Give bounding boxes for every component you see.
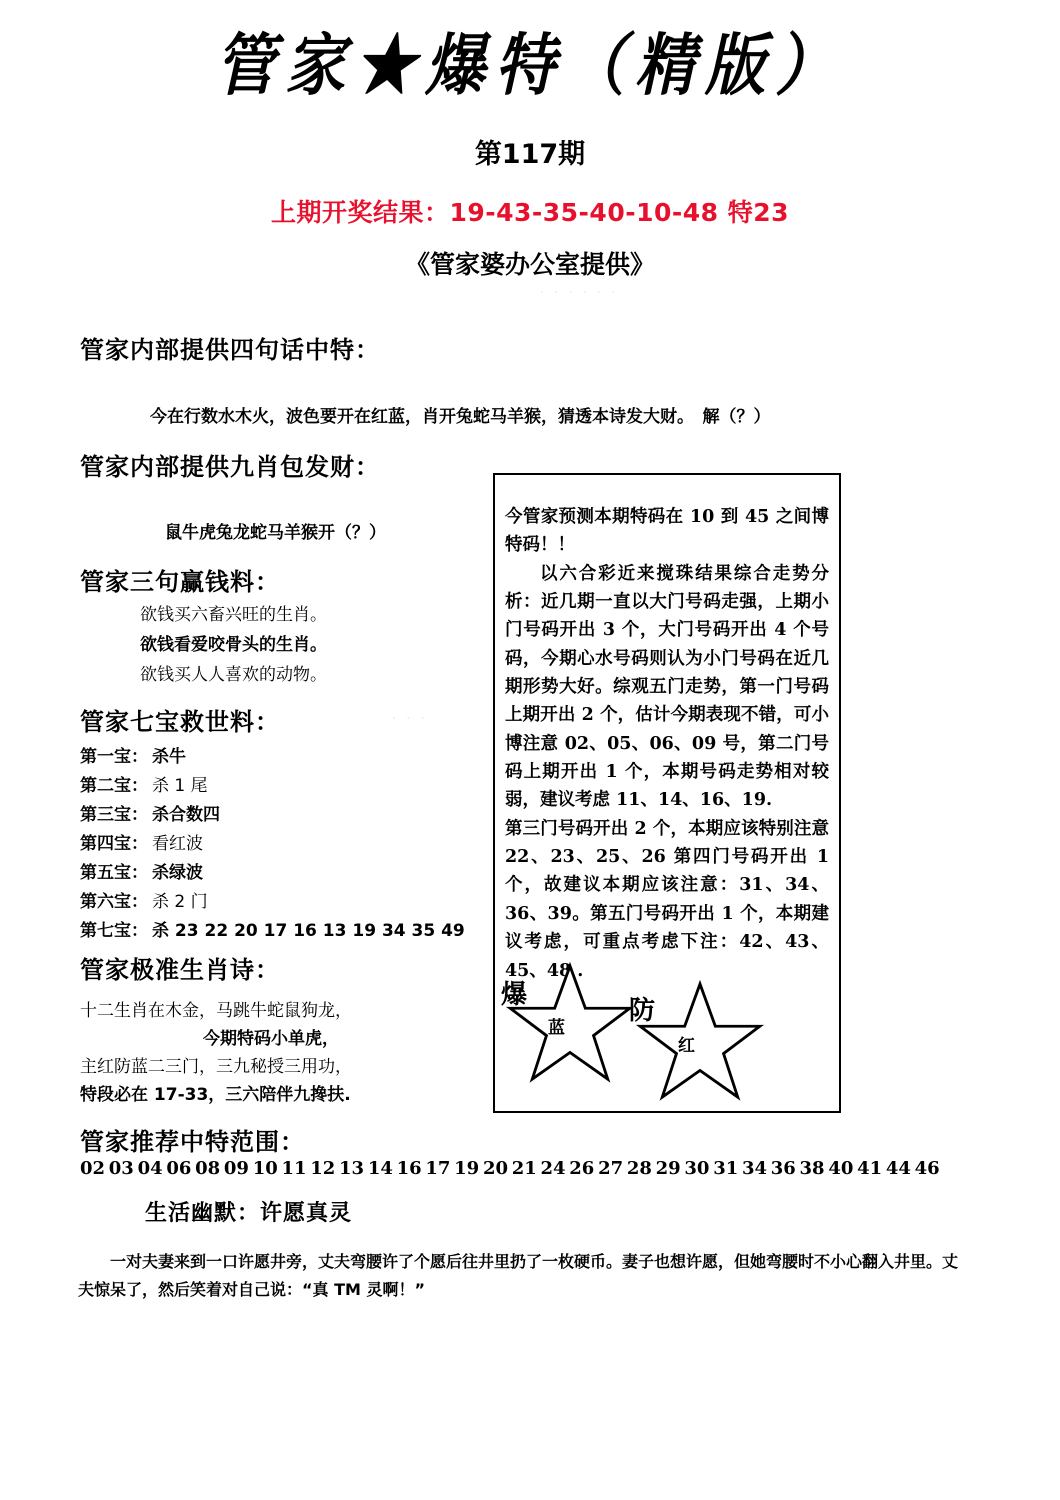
analysis-paragraph-2: 以六合彩近来搅珠结果综合走势分析：近几期一直以大门号码走强，上期小门号码开出 3 个，大门号码开出 4 个号码，今期心水号码则认为小门号码在近几期形势大好。综观五门走势，第一门号码上期开出 2 个，估计今期表现不错，可小博注意 02、05、06、09 号，第二门号码上期开出 1 个，本期号码走势相对较弱，建议考虑 11、14、16、19. xyxy=(505,563,829,811)
treasure-item-5 xyxy=(80,858,203,883)
three-sentences-line-2: 欲钱看爱咬骨头的生肖。 xyxy=(140,635,327,655)
scan-artifact: · · · · · · xyxy=(540,286,619,301)
star-group-red xyxy=(629,980,765,1109)
recommended-number: 19 xyxy=(454,1158,480,1179)
star-inside-label: 蓝 xyxy=(548,1018,565,1038)
recommended-numbers-row xyxy=(80,1158,940,1179)
star-outside-label: 防 xyxy=(629,996,656,1026)
section-heading-recommend-range: 管家推荐中特范围： xyxy=(80,1127,305,1156)
treasure-value: 杀 2 门 xyxy=(152,892,208,912)
treasure-item-7 xyxy=(80,916,465,941)
recommended-number: 11 xyxy=(281,1158,307,1179)
recommended-number: 41 xyxy=(857,1158,883,1179)
treasure-label: 第二宝： xyxy=(80,776,148,796)
recommended-number: 14 xyxy=(367,1158,393,1179)
star-outside-label: 爆 xyxy=(501,980,528,1010)
recommended-number: 34 xyxy=(741,1158,768,1179)
section-heading-four-sentences: 管家内部提供四句话中特： xyxy=(80,335,380,364)
page-title: 管家★爆特（精版） xyxy=(215,26,845,106)
recommended-number: 44 xyxy=(885,1158,911,1179)
treasure-item-1 xyxy=(80,742,186,767)
treasure-value: 杀 23 22 20 17 16 13 19 34 35 49 xyxy=(152,921,465,941)
recommended-number: 10 xyxy=(252,1158,278,1179)
recommended-number: 17 xyxy=(425,1158,451,1179)
recommended-number: 04 xyxy=(137,1158,163,1179)
star-inside-label: 红 xyxy=(678,1036,695,1056)
nine-zodiac-line: 鼠牛虎兔龙蛇马羊猴开（？） xyxy=(165,523,386,543)
recommended-number: 03 xyxy=(108,1158,134,1179)
section-heading-nine-zodiac: 管家内部提供九肖包发财： xyxy=(80,452,380,481)
section-heading-seven-treasures: 管家七宝救世料： xyxy=(80,707,280,736)
recommended-number: 21 xyxy=(511,1158,537,1179)
section-heading-three-sentences: 管家三句赢钱料： xyxy=(80,567,280,596)
recommended-number: 06 xyxy=(166,1158,192,1179)
scan-artifact: . . . xyxy=(392,708,428,723)
recommended-number: 31 xyxy=(713,1158,739,1179)
treasure-value: 看红波 xyxy=(152,834,203,854)
recommended-number: 02 xyxy=(80,1158,106,1179)
treasure-label: 第四宝： xyxy=(80,834,148,854)
treasure-item-6 xyxy=(80,887,208,912)
treasure-item-4 xyxy=(80,829,203,854)
three-sentences-line-1: 欲钱买六畜兴旺的生肖。 xyxy=(140,605,327,625)
zodiac-poem-line-3: 主红防蓝二三门，三九秘授三用功， xyxy=(80,1057,352,1077)
treasure-item-3 xyxy=(80,800,220,825)
previous-draw-result: 上期开奖结果：19-43-35-40-10-48 特23 xyxy=(270,198,790,227)
three-sentences-line-3: 欲钱买人人喜欢的动物。 xyxy=(140,665,327,685)
treasure-label: 第七宝： xyxy=(80,921,148,941)
treasure-item-2 xyxy=(80,771,208,796)
recommended-number: 13 xyxy=(339,1158,365,1179)
recommended-number: 20 xyxy=(482,1158,508,1179)
office-credit: 《管家婆办公室提供》 xyxy=(404,250,655,279)
recommended-number: 24 xyxy=(540,1158,566,1179)
recommended-number: 16 xyxy=(396,1158,422,1179)
issue-number: 第117期 xyxy=(474,139,586,170)
treasure-label: 第五宝： xyxy=(80,863,148,883)
recommended-number: 46 xyxy=(914,1158,940,1179)
recommended-number: 28 xyxy=(626,1158,652,1179)
recommended-number: 30 xyxy=(684,1158,710,1179)
star-group-blue xyxy=(501,962,635,1091)
stars-area xyxy=(495,962,841,1112)
treasure-value: 杀合数四 xyxy=(152,805,220,825)
treasure-label: 第三宝： xyxy=(80,805,148,825)
recommended-number: 29 xyxy=(655,1158,681,1179)
recommended-number: 27 xyxy=(598,1158,624,1179)
treasure-value: 杀绿波 xyxy=(152,863,203,883)
recommended-number: 26 xyxy=(569,1158,595,1179)
humor-body: 一对夫妻来到一口许愿井旁，丈夫弯腰许了个愿后往井里扔了一枚硬币。妻子也想许愿，但她弯腰时不小心翻入井里。丈夫惊呆了，然后笑着对自己说：“真 TM 灵啊！” xyxy=(78,1252,959,1299)
zodiac-poem-line-2: 今期特码小单虎， xyxy=(203,1029,339,1049)
treasure-value: 杀 1 尾 xyxy=(152,776,208,796)
treasure-value: 杀牛 xyxy=(152,747,186,767)
analysis-paragraph-3: 第三门号码开出 2 个，本期应该特别注意 22、23、25、26 第四门号码开出 1 个，故建议本期应该注意：31、34、36、39。第五门号码开出 1 个，本期建议考虑，可重点考虑下注：42、43、45、48 . xyxy=(505,818,829,981)
treasure-label: 第一宝： xyxy=(80,747,148,767)
recommended-number: 09 xyxy=(223,1158,249,1179)
recommended-number: 08 xyxy=(195,1158,221,1179)
section-heading-zodiac-poem: 管家极准生肖诗： xyxy=(80,955,280,984)
recommended-number: 38 xyxy=(799,1158,825,1179)
analysis-paragraph-1: 今管家预测本期特码在 10 到 45 之间博特码！！ xyxy=(505,507,829,556)
analysis-text xyxy=(495,475,839,985)
analysis-box xyxy=(493,473,841,1113)
four-sentences-line: 今在行数水木火，波色要开在红蓝，肖开兔蛇马羊猴，猜透本诗发大财。 解（？） xyxy=(150,407,771,427)
recommended-number: 12 xyxy=(310,1158,336,1179)
zodiac-poem-line-1: 十二生肖在木金，马跳牛蛇鼠狗龙， xyxy=(80,1001,352,1021)
recommended-number: 36 xyxy=(770,1158,796,1179)
recommended-number: 40 xyxy=(828,1158,854,1179)
humor-title: 生活幽默：许愿真灵 xyxy=(145,1200,353,1226)
zodiac-poem-line-4: 特段必在 17-33，三六陪伴九搀扶. xyxy=(80,1085,351,1105)
treasure-label: 第六宝： xyxy=(80,892,148,912)
